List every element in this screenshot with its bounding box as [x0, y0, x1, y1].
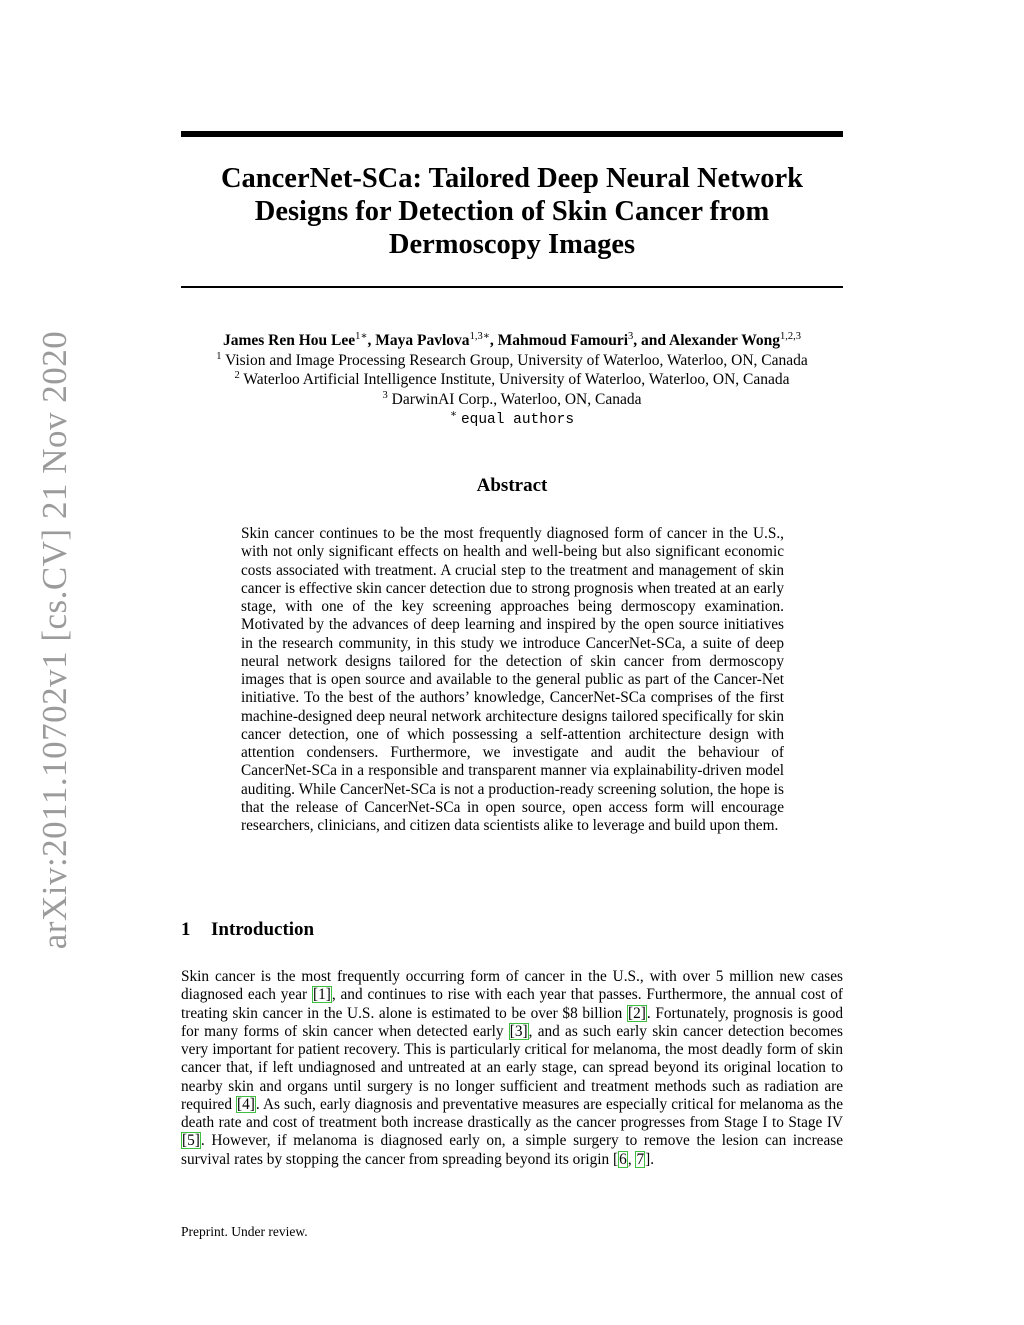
author-names: [160, 331, 864, 351]
affiliation-3: $^3$ DarwinAI Corp., Waterloo, ON, Canada: [382, 389, 642, 408]
citation-link[interactable]: 6: [619, 1150, 627, 1168]
citation-link[interactable]: [4]: [237, 1095, 255, 1113]
affiliation-2: $^2$ Waterloo Artificial Intelligence Institute, University of Waterloo, Waterloo, ON, Canada: [234, 370, 790, 388]
author-4: , and Alexander Wong: [633, 332, 781, 349]
title-line-1: CancerNet-SCa: Tailored Deep Neural Network: [220, 163, 804, 194]
arxiv-side-stamp: arXiv:2011.10702v1 [cs.CV] 21 Nov 2020: [35, 330, 74, 950]
author-1: James Ren Hou Lee: [222, 332, 356, 349]
author-3-affil: 3: [628, 331, 634, 342]
title-line-2: Designs for Detection of Skin Cancer from: [254, 196, 770, 227]
author-block: [160, 331, 864, 431]
author-1-affil: 1∗: [355, 331, 368, 342]
introduction-paragraph: Skin cancer is the most frequently occurring form of cancer in the U.S., with over 5 million new cases diagnosed each year [1], and continues to rise with each year that passes. Furthermore, the annual cost of treating skin cancer in the U.S. alone is estimated to be over $8 billion [2]. Fortunately, prognosis is good for many forms of skin cancer when detected early [3], and as such early skin cancer detection becomes very important for patient recovery. This is particularly critical for melanoma, the most deadly form of skin cancer that, if left undiagnosed and untreated at an early stage, can spread beyond its original location to nearby skin and organs until surgery is no longer sufficient and treatment methods such as radiation are required [4]. As such, early diagnosis and preventative measures are especially critical for melanoma as the death rate and cost of treatment both increase drastically as the cancer progresses from Stage I to Stage IV [5]. However, if melanoma is diagnosed early on, a simple surgery to remove the lesion can increase survival rates by stopping the cancer from spreading beyond its origin [6, 7].: [181, 968, 844, 1168]
section-number: 1: [181, 919, 191, 940]
paper-title: [181, 162, 843, 261]
title-top-rule: [181, 131, 843, 137]
footer-note: Preprint. Under review.: [181, 1224, 308, 1239]
title-bottom-rule: [181, 286, 843, 288]
abstract-text: Skin cancer continues to be the most frequently diagnosed form of cancer in the U.S., with not only significant effects on health and well-being but also significant economic costs associated with treatment. A crucial step to the treatment and management of skin cancer is effective skin cancer detection due to strong prognosis when treated at an early stage, with one of the key screening approaches being dermoscopy examination. Motivated by the advances of deep learning and inspired by the open source initiatives in the research community, in this study we introduce CancerNet-SCa, a suite of deep neural network designs tailored for the detection of skin cancer from dermoscopy images that is open source and available to the general public as part of the Cancer-Net initiative. To the best of the authors’ knowledge, CancerNet-SCa comprises of the first machine-designed deep neural network architecture designs tailored specifically for skin cancer detection, one of which possessing a self-attention architecture design with attention condensers. Furthermore, we investigate and audit the behaviour of CancerNet-SCa in a responsible and transparent manner via explainability-driven model auditing. While CancerNet-SCa is not a production-ready screening solution, the hope is that the release of CancerNet-SCa in open source, open access form will encourage researchers, clinicians, and citizen data scientists alike to leverage and build upon them.: [241, 525, 784, 834]
citation-link[interactable]: [5]: [182, 1132, 200, 1150]
citation-link[interactable]: [2]: [628, 1004, 646, 1022]
author-3: , Mahmoud Famouri: [489, 332, 629, 349]
section-title: Introduction: [211, 919, 315, 940]
author-2: , Maya Pavlova: [367, 332, 470, 349]
section-heading-introduction: [181, 919, 843, 941]
title-line-3: Dermoscopy Images: [388, 229, 636, 260]
author-2-affil: 1,3∗: [469, 331, 490, 342]
equal-authors-note: ∗ equal authors: [449, 409, 575, 428]
citation-link[interactable]: 7: [636, 1150, 645, 1168]
affiliation-1: $^1$ Vision and Image Processing Research Group, University of Waterloo, Waterloo, ON, Canada: [216, 350, 808, 369]
citation-link[interactable]: [3]: [509, 1022, 528, 1040]
citation-link[interactable]: [1]: [312, 986, 331, 1004]
author-4-affil: 1,2,3: [780, 331, 802, 342]
abstract-heading: Abstract: [476, 475, 548, 496]
